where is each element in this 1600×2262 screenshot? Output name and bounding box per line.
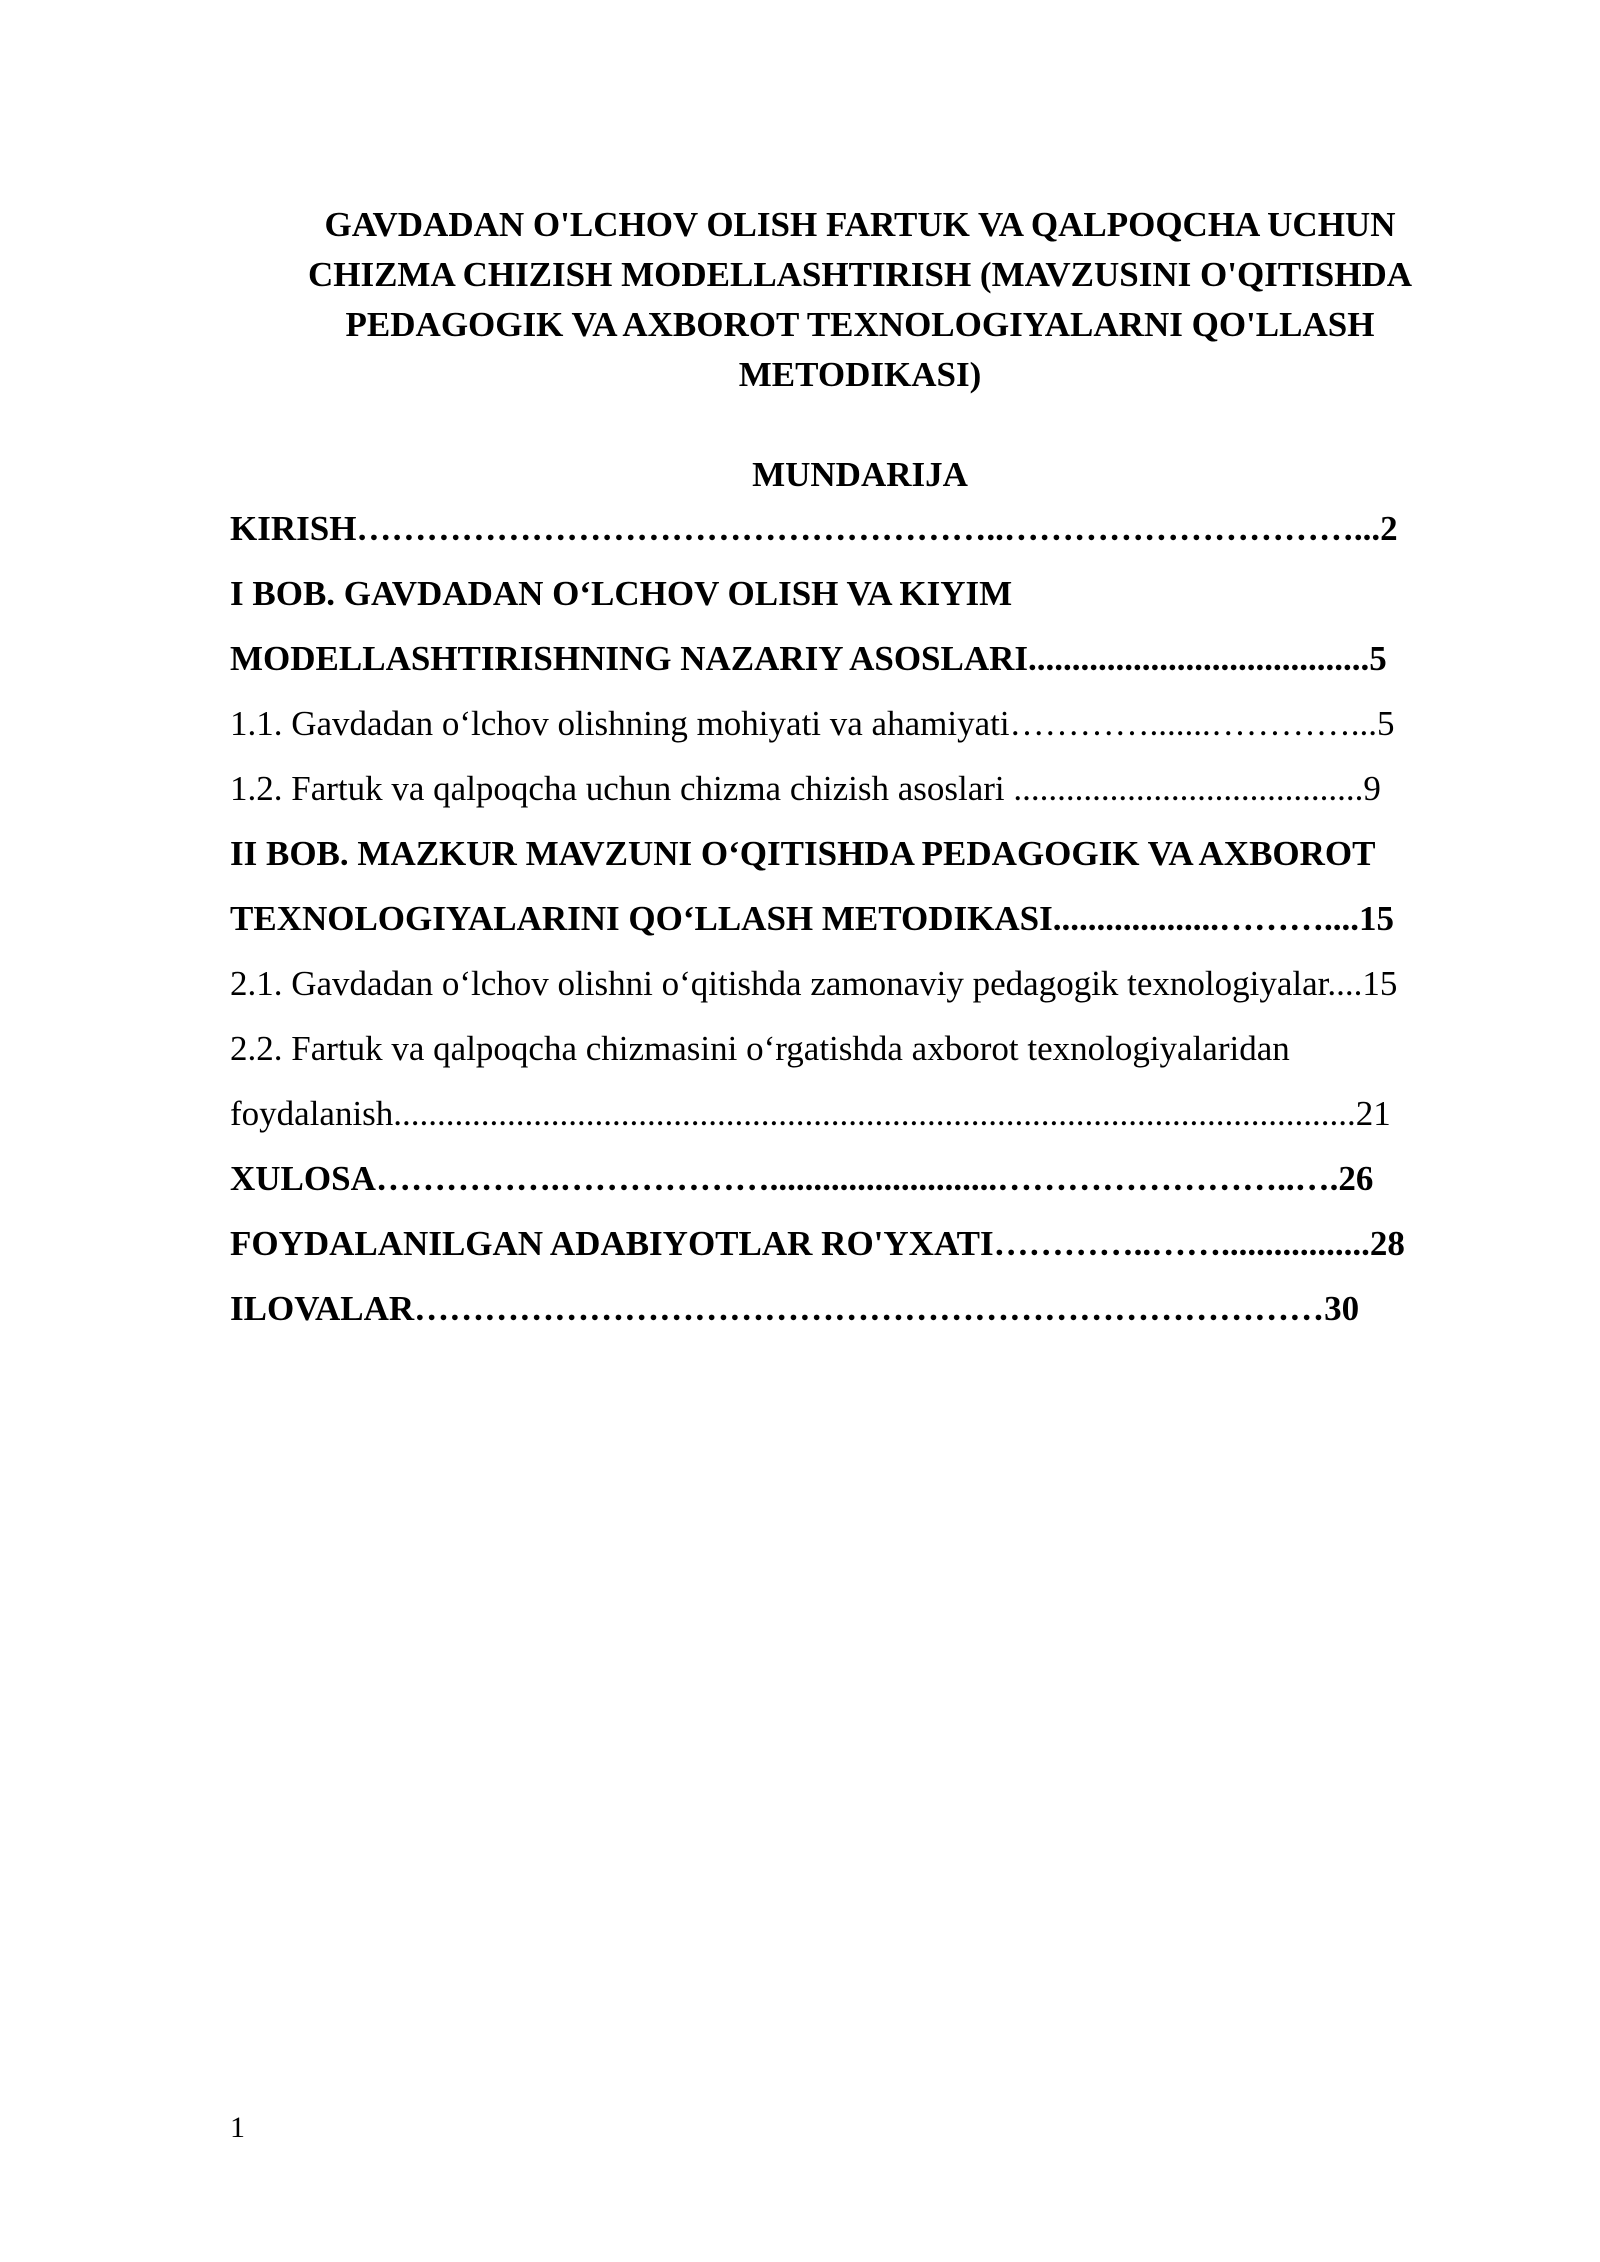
toc-entry-chapter-2-cont: TEXNOLOGIYALARINI QO‘LLASH METODIKASI...................………....15 xyxy=(230,899,1394,938)
toc-entry-adabiyotlar: FOYDALANILGAN ADABIYOTLAR RO'YXATI…………..…….................28 xyxy=(230,1224,1405,1263)
title-line: CHIZMA CHIZISH MODELLASHTIRISH (MAVZUSINI O'QITISHDA xyxy=(307,255,1413,294)
toc-entry-chapter-2: II BOB. MAZKUR MAVZUNI O‘QITISHDA PEDAGOGIK VA AXBOROT xyxy=(230,834,1376,873)
toc-heading: MUNDARIJA xyxy=(752,455,968,494)
toc-entry-section-1-2: 1.2. Fartuk va qalpoqcha uchun chizma chizish asoslari ........................................9 xyxy=(230,769,1381,808)
toc-entry-section-2-1: 2.1. Gavdadan o‘lchov olishni o‘qitishda zamonaviy pedagogik texnologiyalar....15 xyxy=(230,964,1398,1003)
toc-entry-section-1-1: 1.1. Gavdadan o‘lchov olishning mohiyati va ahamiyati………….......…………...5 xyxy=(230,704,1395,743)
page-number: 1 xyxy=(230,2111,245,2144)
toc-entry-section-2-2: 2.2. Fartuk va qalpoqcha chizmasini o‘rgatishda axborot texnologiyalaridan xyxy=(230,1029,1290,1068)
toc-entry-kirish: KIRISH………………………………………………..…………………………...2 xyxy=(230,509,1398,548)
toc-entry-chapter-1: I BOB. GAVDADAN O‘LCHOV OLISH VA KIYIM xyxy=(230,574,1013,613)
toc-entry-ilovalar: ILOVALAR……………………………………………………………………30 xyxy=(230,1289,1360,1328)
title-line: PEDAGOGIK VA AXBOROT TEXNOLOGIYALARNI QO'LLASH xyxy=(345,305,1375,344)
title-line: GAVDADAN O'LCHOV OLISH FARTUK VA QALPOQCHA UCHUN xyxy=(324,205,1396,244)
title-line: METODIKASI) xyxy=(738,355,982,394)
toc-entry-chapter-1-cont: MODELLASHTIRISHNING NAZARIY ASOSLARI.......................................5 xyxy=(230,639,1387,678)
toc-entry-section-2-2-cont: foydalanish..............................................................................................................21 xyxy=(230,1094,1391,1133)
document-title xyxy=(230,200,1490,400)
table-of-contents xyxy=(230,496,1500,1341)
toc-entry-xulosa: XULOSA…………….………………..........................……………………..….26 xyxy=(230,1159,1374,1198)
